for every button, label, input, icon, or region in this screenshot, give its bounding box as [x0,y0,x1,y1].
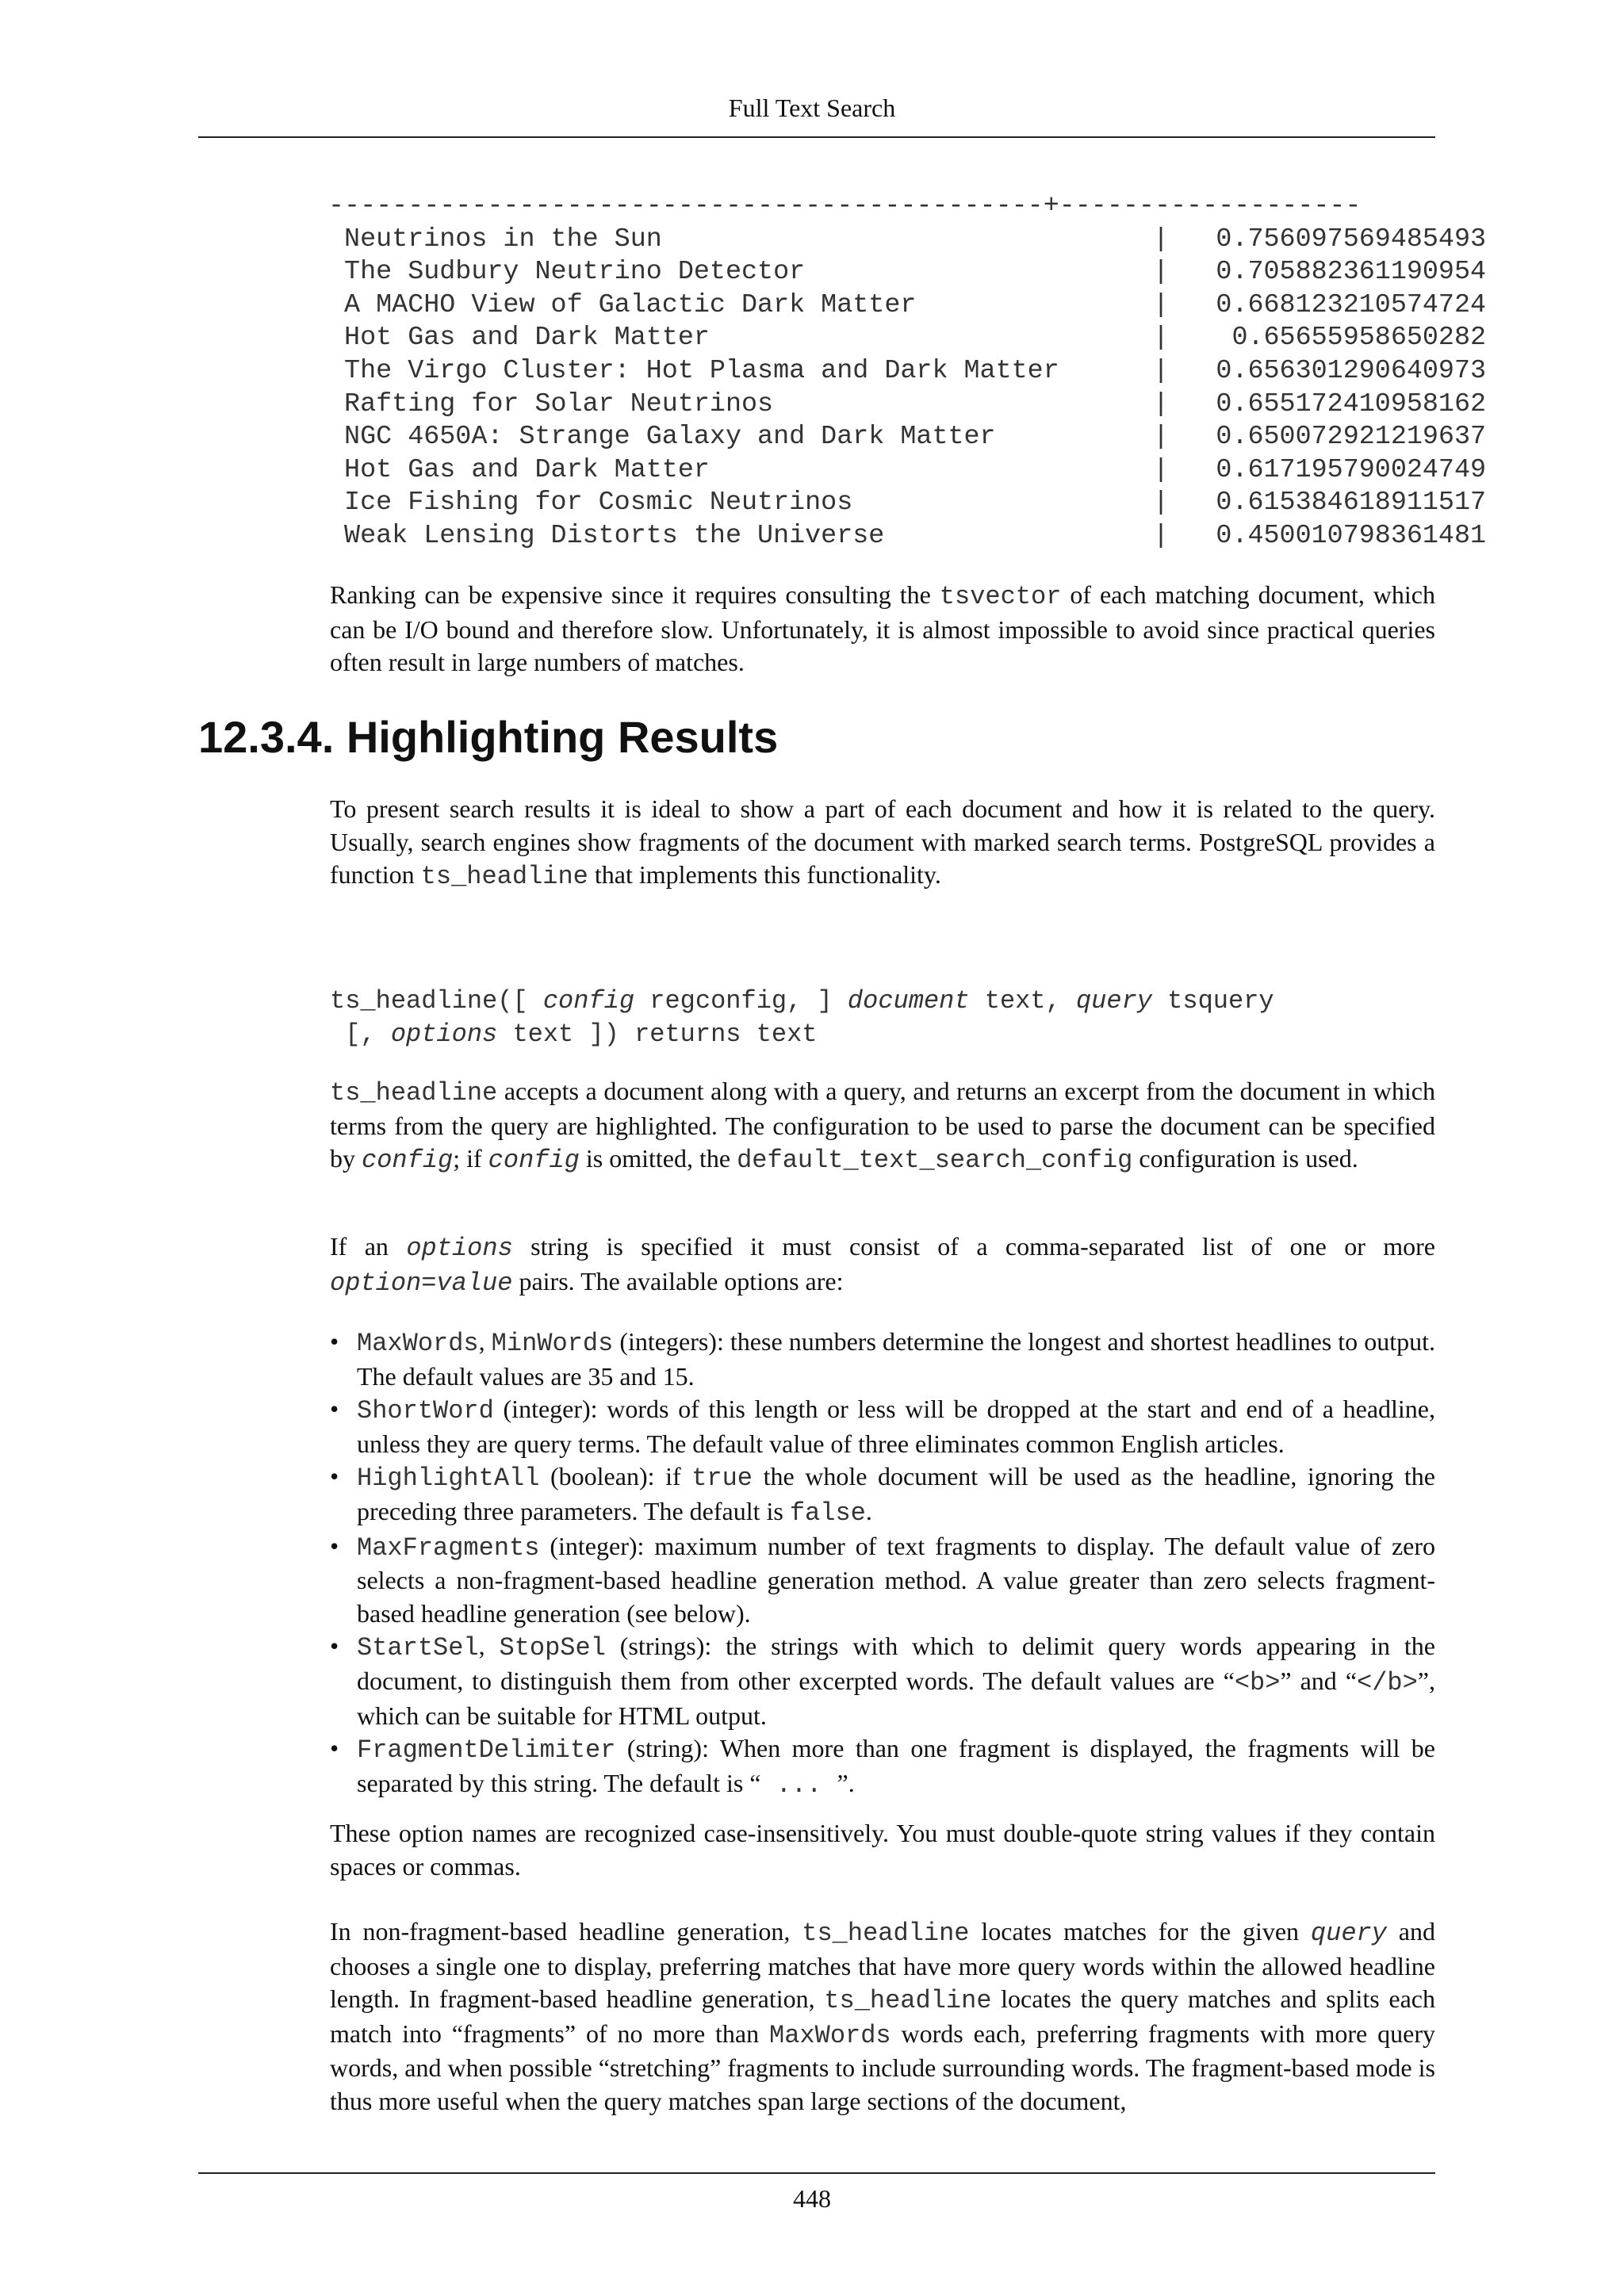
text-run: Ranking can be expensive since it requires consulting the [330,580,940,609]
text-run: (integers): these numbers determine the longest and shortest headlines to output. The default values are 35 and 15. [357,1327,1435,1391]
param-document: document [847,986,970,1016]
synopsis-text: tsquery [1151,986,1274,1016]
text-run: is omitted, the [579,1144,737,1173]
result-rank: 0.705882361190954 [1216,257,1487,288]
code-false: false [789,1498,866,1528]
table-row [328,520,1486,553]
ranking-paragraph [330,579,1435,679]
text-run: words each, preferring fragments with more query words, and when possible “stretching” fragments to include surrounding words. The fragment-based mode is thus more useful when the query matches span large sections of the document, [330,2019,1436,2115]
accepts-paragraph-block [330,1075,1435,1177]
fragment-paragraph [330,1915,1435,2118]
code-delimiter: ... [760,1770,837,1800]
text-run: the whole document will be used as the headline, ignoring the preceding three parameters. The default is [357,1462,1436,1525]
column-divider: | [1153,454,1170,485]
table-row [328,487,1486,520]
code-highlightall: HighlightAll [357,1464,540,1494]
text-run: (boolean): if [539,1462,692,1491]
code-fragmentdelimiter: FragmentDelimiter [357,1735,616,1766]
result-title: The Sudbury Neutrino Detector [344,257,806,288]
text-run: , [478,1632,500,1661]
options-paragraph-block [330,1230,1435,1299]
text-run: string is specified it must consist of a comma-separated list of one or more [512,1232,1436,1261]
text-run: To present search results it is ideal to show a part of each document and how it is related to the query. Usually, search engines show fragments of the document with marked search terms. PostgreSQL provides a function [330,794,1435,890]
code-equals: = [421,1268,437,1298]
synopsis-text: ts_headline([ [330,986,543,1016]
column-divider: | [1153,323,1170,354]
column-divider: | [1153,520,1170,551]
code-ts-headline: ts_headline [330,1078,498,1108]
case-paragraph-block [330,1817,1435,1883]
fragment-paragraph-block [330,1915,1435,2118]
text-run: accepts a document along with a query, and returns an excerpt from the document in which terms from the query are highlighted. The configuration to be used to parse the document can be specified by [330,1077,1435,1173]
result-title: Ice Fishing for Cosmic Neutrinos [344,488,853,519]
result-title: Hot Gas and Dark Matter [344,323,710,354]
synopsis-text: text ]) returns text [497,1019,818,1049]
code-maxwords: MaxWords [357,1329,479,1358]
case-paragraph: These option names are recognized case-insensitively. You must double-quote string values if they contain spaces or commas. [330,1819,1435,1881]
synopsis-text: [, [330,1019,391,1049]
bullet-icon: • [330,1734,339,1763]
code-shortword: ShortWord [357,1396,494,1426]
table-row [328,224,1486,257]
code-default-text-search-config: default_text_search_config [737,1146,1133,1176]
param-query: query [1075,986,1152,1016]
result-rank: 0.450010798361481 [1216,520,1487,551]
bullet-icon: • [330,1632,339,1661]
code-true: true [691,1464,753,1494]
options-list [330,1326,1435,1801]
code-b-open: <b> [1234,1667,1281,1697]
param-options: options [390,1019,498,1049]
section-heading: 12.3.4. Highlighting Results [198,712,779,762]
text-run: locates matches for the given [969,1917,1311,1946]
result-rank: 0.756097569485493 [1216,224,1487,254]
code-config: config [362,1146,454,1176]
text-run: In non-fragment-based headline generation, [330,1917,802,1946]
text-run: (string): When more than one fragment is displayed, the fragments will be separated by this string. The default is “ [357,1734,1435,1797]
options-paragraph [330,1230,1435,1299]
text-run: If an [330,1232,407,1261]
text-run: ; if [453,1144,488,1173]
text-run: and chooses a single one to display, preferring matches that have more query words within the allowed headline length. In fragment-based headline generation, [330,1917,1436,2014]
code-maxwords: MaxWords [769,2020,891,2050]
table-separator: ---------------------------------------------+------------------- [328,191,1362,221]
result-rank: 0.655172410958162 [1216,388,1487,419]
result-rank: 0.615384618911517 [1216,488,1487,519]
column-divider: | [1153,289,1170,320]
code-config: config [488,1146,580,1176]
text-run: pairs. The available options are: [512,1266,844,1295]
list-item [330,1732,1435,1801]
code-ts-headline: ts_headline [824,1986,992,2016]
list-item [330,1530,1435,1631]
text-run: ”. [837,1768,855,1797]
accepts-paragraph [330,1075,1435,1177]
running-header: Full Text Search [728,94,896,122]
text-run: that implements this functionality. [588,860,941,890]
bullet-icon: • [330,1531,339,1560]
text-run: ” and “ [1280,1666,1357,1695]
list-item [330,1326,1435,1393]
footer-rule [198,2172,1435,2174]
column-divider: | [1153,488,1170,519]
result-title: Hot Gas and Dark Matter [344,454,710,485]
column-divider: | [1153,355,1170,386]
function-synopsis [330,985,1274,1050]
column-divider: | [1153,224,1170,254]
result-rank: 0.668123210574724 [1216,289,1487,320]
bullet-icon: • [330,1462,339,1491]
result-title: Rafting for Solar Neutrinos [344,388,774,419]
result-title: NGC 4650A: Strange Galaxy and Dark Matter [344,422,996,453]
code-options: options [406,1234,513,1263]
text-run: ”, which can be suitable for HTML output. [357,1666,1435,1730]
result-title: The Virgo Cluster: Hot Plasma and Dark Matter [344,355,1059,386]
column-divider: | [1153,422,1170,453]
result-rank: 0.656301290640973 [1216,355,1487,386]
result-rank: 0.65655958650282 [1231,323,1487,354]
result-title: Weak Lensing Distorts the Universe [344,520,885,551]
text-run: , [478,1327,492,1356]
synopsis-text: regconfig, ] [634,986,848,1016]
text-run: (integer): maximum number of text fragments to display. The default value of zero selects a non-fragment-based headline generation method. A value greater than zero selects fragment-based headline generation (see below). [357,1531,1435,1628]
code-minwords: MinWords [491,1329,614,1358]
code-value: value [436,1268,513,1298]
code-option: option [330,1268,422,1298]
code-startsel: StartSel [357,1633,479,1663]
bullet-icon: • [330,1327,339,1356]
code-maxfragments: MaxFragments [357,1533,540,1563]
text-run: locates the query matches and splits each match into “fragments” of no more than [330,1984,1436,2048]
column-divider: | [1153,388,1170,419]
text-run: (integer): words of this length or less will be dropped at the start and end of a headline, unless they are query terms. The default value of three eliminates common English articles. [357,1395,1435,1458]
ranking-paragraph-block [330,579,1435,679]
page-number: 448 [793,2184,831,2213]
query-result-table [328,190,1486,553]
code-ts-headline: ts_headline [420,862,588,892]
param-config: config [542,986,635,1016]
list-item [330,1630,1435,1732]
code-ts-headline: ts_headline [802,1919,970,1948]
synopsis-text: text, [969,986,1076,1016]
table-row [328,355,1486,388]
code-tsvector: tsvector [939,582,1062,611]
code-stopsel: StopSel [499,1633,606,1663]
table-row [328,322,1486,355]
code-query: query [1310,1919,1387,1948]
table-row [328,421,1486,454]
list-item [330,1393,1435,1460]
text-run: configuration is used. [1132,1144,1358,1173]
bullet-icon: • [330,1395,339,1424]
result-title: Neutrinos in the Sun [344,224,662,254]
result-rank: 0.617195790024749 [1216,454,1487,485]
table-row [328,289,1486,323]
list-item [330,1460,1435,1529]
result-rank: 0.650072921219637 [1216,422,1487,453]
table-row [328,454,1486,488]
result-title: A MACHO View of Galactic Dark Matter [344,289,917,320]
intro-paragraph [330,793,1435,894]
intro-paragraph-block [330,793,1435,894]
table-row [328,388,1486,422]
table-row [328,256,1486,289]
column-divider: | [1153,257,1170,288]
code-b-close: </b> [1356,1667,1418,1697]
text-run: . [865,1496,872,1525]
text-run: (strings): the strings with which to delimit query words appearing in the document, to distinguish them from other excerpted words. The default values are “ [357,1632,1436,1695]
header-rule [198,136,1435,138]
text-run: of each matching document, which can be I/O bound and therefore slow. Unfortunately, it is almost impossible to avoid since practical queries often result in large numbers of matches. [330,580,1436,677]
